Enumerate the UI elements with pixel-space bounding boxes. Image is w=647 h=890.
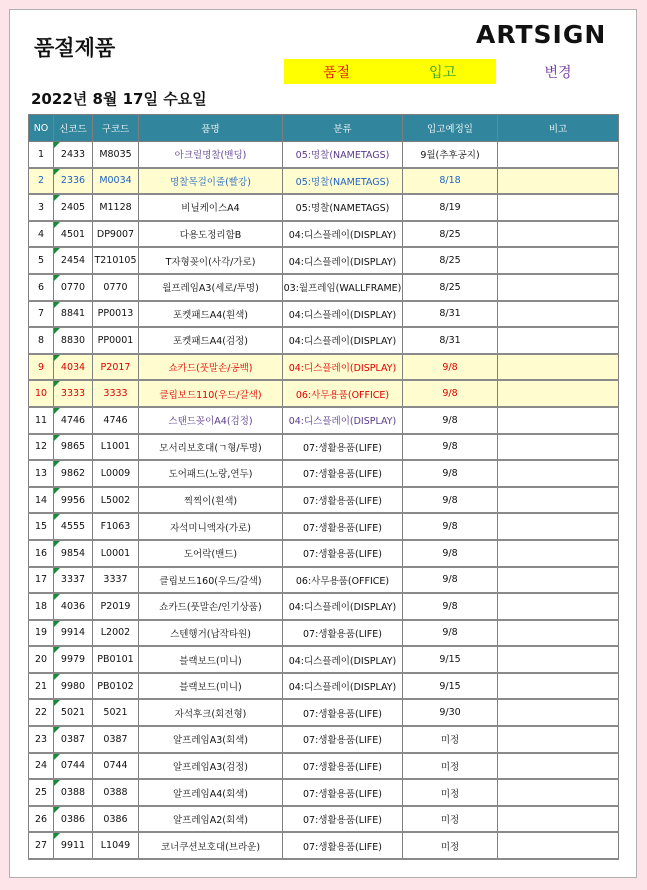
cell-eta: 8/19 — [403, 194, 498, 221]
cell-old-code: L1001 — [93, 434, 139, 461]
cell-no: 21 — [29, 673, 54, 700]
cell-product-name: 포켓패드A4(검정) — [139, 327, 283, 354]
page-title: 품절제품 — [34, 36, 116, 60]
cell-new-code: 0387 — [54, 726, 93, 753]
cell-new-code: 3333 — [54, 380, 93, 407]
cell-product-name: 자석후크(회전형) — [139, 699, 283, 726]
cell-new-code: 5021 — [54, 699, 93, 726]
cell-eta: 9/8 — [403, 434, 498, 461]
cell-no: 13 — [29, 460, 54, 487]
cell-eta: 9/8 — [403, 540, 498, 567]
cell-new-code: 4555 — [54, 513, 93, 540]
cell-product-name: 클립보드110(우드/갈색) — [139, 380, 283, 407]
cell-eta: 8/25 — [403, 247, 498, 274]
cell-no: 9 — [29, 354, 54, 381]
cell-product-name: 쇼카드(풋말손/인기상품) — [139, 593, 283, 620]
table-row — [29, 434, 619, 461]
cell-no: 20 — [29, 646, 54, 673]
cell-eta: 8/31 — [403, 301, 498, 328]
cell-category: 07:생활용품(LIFE) — [283, 753, 403, 780]
cell-old-code: 3333 — [93, 380, 139, 407]
cell-note — [498, 274, 619, 301]
soldout-table — [28, 114, 619, 860]
table-header-row — [29, 115, 619, 142]
cell-product-name: 도어락(밴드) — [139, 540, 283, 567]
cell-new-code: 9914 — [54, 620, 93, 647]
cell-no: 17 — [29, 567, 54, 594]
table-row — [29, 274, 619, 301]
cell-old-code: PB0102 — [93, 673, 139, 700]
cell-new-code: 9956 — [54, 487, 93, 514]
cell-eta: 미정 — [403, 779, 498, 806]
cell-no: 1 — [29, 142, 54, 168]
cell-note — [498, 567, 619, 594]
table-row — [29, 487, 619, 514]
cell-eta: 9/8 — [403, 620, 498, 647]
cell-eta: 9/8 — [403, 460, 498, 487]
table-row — [29, 194, 619, 221]
cell-old-code: P2017 — [93, 354, 139, 381]
table-row — [29, 407, 619, 434]
cell-no: 5 — [29, 247, 54, 274]
cell-category: 07:생활용품(LIFE) — [283, 513, 403, 540]
cell-note — [498, 487, 619, 514]
col-header-new-code: 신코드 — [54, 115, 93, 142]
cell-no: 18 — [29, 593, 54, 620]
cell-category: 04:디스플레이(DISPLAY) — [283, 301, 403, 328]
cell-old-code: 4746 — [93, 407, 139, 434]
cell-old-code: L0009 — [93, 460, 139, 487]
cell-no: 3 — [29, 194, 54, 221]
cell-new-code: 3337 — [54, 567, 93, 594]
table-row — [29, 380, 619, 407]
cell-new-code: 9911 — [54, 832, 93, 859]
cell-category: 07:생활용품(LIFE) — [283, 726, 403, 753]
cell-eta: 8/25 — [403, 221, 498, 248]
cell-category: 07:생활용품(LIFE) — [283, 434, 403, 461]
table-row — [29, 832, 619, 859]
cell-eta: 9/8 — [403, 567, 498, 594]
cell-old-code: 3337 — [93, 567, 139, 594]
cell-new-code: 9862 — [54, 460, 93, 487]
table-body — [29, 142, 619, 860]
cell-old-code: L0001 — [93, 540, 139, 567]
cell-eta: 미정 — [403, 832, 498, 859]
cell-product-name: 스텐행거(납작타원) — [139, 620, 283, 647]
cell-product-name: 알프레임A4(회색) — [139, 779, 283, 806]
cell-note — [498, 142, 619, 168]
cell-product-name: 클립보드160(우드/갈색) — [139, 567, 283, 594]
cell-eta: 미정 — [403, 753, 498, 780]
cell-note — [498, 513, 619, 540]
cell-new-code: 0744 — [54, 753, 93, 780]
cell-note — [498, 407, 619, 434]
cell-note — [498, 593, 619, 620]
cell-no: 4 — [29, 221, 54, 248]
cell-no: 12 — [29, 434, 54, 461]
cell-new-code: 4501 — [54, 221, 93, 248]
cell-product-name: 모서리보호대(ㄱ형/투명) — [139, 434, 283, 461]
cell-note — [498, 806, 619, 833]
table-row — [29, 567, 619, 594]
table-row — [29, 513, 619, 540]
cell-category: 04:디스플레이(DISPLAY) — [283, 593, 403, 620]
table-row — [29, 593, 619, 620]
cell-note — [498, 168, 619, 195]
cell-note — [498, 194, 619, 221]
col-header-eta: 입고예정일 — [403, 115, 498, 142]
cell-category: 04:디스플레이(DISPLAY) — [283, 407, 403, 434]
cell-new-code: 8841 — [54, 301, 93, 328]
cell-eta: 9/30 — [403, 699, 498, 726]
cell-product-name: 다용도정리함B — [139, 221, 283, 248]
cell-category: 07:생활용품(LIFE) — [283, 487, 403, 514]
cell-product-name: 알프레임A3(검정) — [139, 753, 283, 780]
col-header-category: 분류 — [283, 115, 403, 142]
cell-eta: 9/8 — [403, 593, 498, 620]
legend-restock: 입고 — [389, 59, 496, 84]
cell-old-code: L1049 — [93, 832, 139, 859]
cell-eta: 9/15 — [403, 673, 498, 700]
col-header-note: 비고 — [498, 115, 619, 142]
table-row — [29, 699, 619, 726]
cell-category: 04:디스플레이(DISPLAY) — [283, 327, 403, 354]
cell-new-code: 0770 — [54, 274, 93, 301]
cell-note — [498, 327, 619, 354]
cell-note — [498, 380, 619, 407]
cell-eta: 9/8 — [403, 513, 498, 540]
report-date: 2022년 8월 17일 수요일 — [31, 90, 207, 108]
table-row — [29, 620, 619, 647]
cell-product-name: 블랙보드(미니) — [139, 646, 283, 673]
cell-new-code: 0388 — [54, 779, 93, 806]
cell-eta: 9/8 — [403, 380, 498, 407]
cell-no: 2 — [29, 168, 54, 195]
cell-old-code: T210105 — [93, 247, 139, 274]
table-row — [29, 753, 619, 780]
cell-no: 10 — [29, 380, 54, 407]
cell-product-name: 아크릴명찰(밴딩) — [139, 142, 283, 168]
cell-category: 07:생활용품(LIFE) — [283, 699, 403, 726]
table-row — [29, 806, 619, 833]
cell-old-code: M0034 — [93, 168, 139, 195]
cell-new-code: 9854 — [54, 540, 93, 567]
cell-eta: 9/15 — [403, 646, 498, 673]
cell-no: 16 — [29, 540, 54, 567]
cell-new-code: 2405 — [54, 194, 93, 221]
cell-new-code: 2433 — [54, 142, 93, 168]
cell-old-code: M8035 — [93, 142, 139, 168]
cell-category: 07:생활용품(LIFE) — [283, 779, 403, 806]
cell-new-code: 9980 — [54, 673, 93, 700]
legend-changed: 변경 — [544, 64, 572, 81]
cell-new-code: 0386 — [54, 806, 93, 833]
cell-old-code: P2019 — [93, 593, 139, 620]
cell-category: 06:사무용품(OFFICE) — [283, 380, 403, 407]
cell-note — [498, 832, 619, 859]
cell-no: 27 — [29, 832, 54, 859]
cell-eta: 미정 — [403, 726, 498, 753]
legend-soldout: 품절 — [284, 59, 389, 84]
cell-note — [498, 460, 619, 487]
cell-old-code: 0387 — [93, 726, 139, 753]
cell-category: 04:디스플레이(DISPLAY) — [283, 221, 403, 248]
cell-note — [498, 699, 619, 726]
cell-new-code: 4746 — [54, 407, 93, 434]
cell-new-code: 4036 — [54, 593, 93, 620]
cell-old-code: 5021 — [93, 699, 139, 726]
cell-no: 6 — [29, 274, 54, 301]
cell-note — [498, 221, 619, 248]
cell-no: 14 — [29, 487, 54, 514]
cell-eta: 9/8 — [403, 487, 498, 514]
cell-no: 23 — [29, 726, 54, 753]
cell-category: 05:명찰(NAMETAGS) — [283, 194, 403, 221]
cell-product-name: 쇼카드(풋말손/공백) — [139, 354, 283, 381]
cell-category: 07:생활용품(LIFE) — [283, 806, 403, 833]
col-header-no: NO — [29, 115, 54, 142]
cell-category: 07:생활용품(LIFE) — [283, 460, 403, 487]
table-row — [29, 327, 619, 354]
cell-product-name: 알프레임A3(회색) — [139, 726, 283, 753]
cell-eta: 9/8 — [403, 407, 498, 434]
cell-category: 06:사무용품(OFFICE) — [283, 567, 403, 594]
cell-eta: 9월(추후공지) — [403, 142, 498, 168]
cell-no: 7 — [29, 301, 54, 328]
cell-product-name: 월프레임A3(세로/투명) — [139, 274, 283, 301]
table-row — [29, 779, 619, 806]
cell-note — [498, 247, 619, 274]
cell-product-name: 블랙보드(미니) — [139, 673, 283, 700]
table-row — [29, 301, 619, 328]
table-row — [29, 460, 619, 487]
cell-new-code: 9979 — [54, 646, 93, 673]
cell-product-name: 스탠드꽂이A4(검정) — [139, 407, 283, 434]
cell-note — [498, 434, 619, 461]
cell-old-code: 0770 — [93, 274, 139, 301]
cell-product-name: 명찰목걸이줄(빨강) — [139, 168, 283, 195]
cell-note — [498, 301, 619, 328]
cell-eta: 미정 — [403, 806, 498, 833]
cell-eta: 9/8 — [403, 354, 498, 381]
document-sheet — [9, 9, 637, 878]
table-row — [29, 673, 619, 700]
cell-new-code: 8830 — [54, 327, 93, 354]
cell-product-name: 코너쿠션보호대(브라운) — [139, 832, 283, 859]
table-row — [29, 142, 619, 168]
cell-old-code: M1128 — [93, 194, 139, 221]
cell-product-name: T자형꽂이(사각/가로) — [139, 247, 283, 274]
table-row — [29, 354, 619, 381]
cell-note — [498, 726, 619, 753]
cell-category: 03:월프레임(WALLFRAME) — [283, 274, 403, 301]
table-row — [29, 168, 619, 195]
cell-note — [498, 354, 619, 381]
cell-old-code: PP0013 — [93, 301, 139, 328]
cell-new-code: 2336 — [54, 168, 93, 195]
col-header-old-code: 구코드 — [93, 115, 139, 142]
cell-category: 07:생활용품(LIFE) — [283, 540, 403, 567]
cell-eta: 8/18 — [403, 168, 498, 195]
cell-category: 07:생활용품(LIFE) — [283, 620, 403, 647]
cell-old-code: F1063 — [93, 513, 139, 540]
cell-no: 22 — [29, 699, 54, 726]
cell-note — [498, 620, 619, 647]
cell-no: 25 — [29, 779, 54, 806]
cell-note — [498, 540, 619, 567]
cell-new-code: 9865 — [54, 434, 93, 461]
cell-category: 04:디스플레이(DISPLAY) — [283, 673, 403, 700]
cell-category: 05:명찰(NAMETAGS) — [283, 168, 403, 195]
cell-no: 24 — [29, 753, 54, 780]
table-row — [29, 247, 619, 274]
cell-old-code: L2002 — [93, 620, 139, 647]
cell-new-code: 2454 — [54, 247, 93, 274]
cell-no: 15 — [29, 513, 54, 540]
table-row — [29, 726, 619, 753]
cell-old-code: PP0001 — [93, 327, 139, 354]
cell-note — [498, 673, 619, 700]
cell-note — [498, 753, 619, 780]
cell-product-name: 비닐케이스A4 — [139, 194, 283, 221]
cell-category: 07:생활용품(LIFE) — [283, 832, 403, 859]
cell-new-code: 4034 — [54, 354, 93, 381]
cell-product-name: 알프레임A2(회색) — [139, 806, 283, 833]
cell-old-code: 0388 — [93, 779, 139, 806]
cell-category: 04:디스플레이(DISPLAY) — [283, 646, 403, 673]
cell-note — [498, 646, 619, 673]
cell-no: 8 — [29, 327, 54, 354]
col-header-product-name: 품명 — [139, 115, 283, 142]
cell-product-name: 자석미니액자(가로) — [139, 513, 283, 540]
cell-old-code: 0744 — [93, 753, 139, 780]
cell-product-name: 도어패드(노랑,연두) — [139, 460, 283, 487]
cell-product-name: 찍찍이(흰색) — [139, 487, 283, 514]
cell-old-code: PB0101 — [93, 646, 139, 673]
table-row — [29, 540, 619, 567]
cell-no: 11 — [29, 407, 54, 434]
cell-eta: 8/31 — [403, 327, 498, 354]
cell-old-code: 0386 — [93, 806, 139, 833]
cell-note — [498, 779, 619, 806]
cell-product-name: 포켓패드A4(흰색) — [139, 301, 283, 328]
table-row — [29, 646, 619, 673]
cell-old-code: L5002 — [93, 487, 139, 514]
cell-old-code: DP9007 — [93, 221, 139, 248]
brand-logo: ARTSIGN — [476, 20, 607, 49]
cell-no: 26 — [29, 806, 54, 833]
cell-no: 19 — [29, 620, 54, 647]
cell-category: 05:명찰(NAMETAGS) — [283, 142, 403, 168]
cell-category: 04:디스플레이(DISPLAY) — [283, 247, 403, 274]
cell-category: 04:디스플레이(DISPLAY) — [283, 354, 403, 381]
table-row — [29, 221, 619, 248]
cell-eta: 8/25 — [403, 274, 498, 301]
